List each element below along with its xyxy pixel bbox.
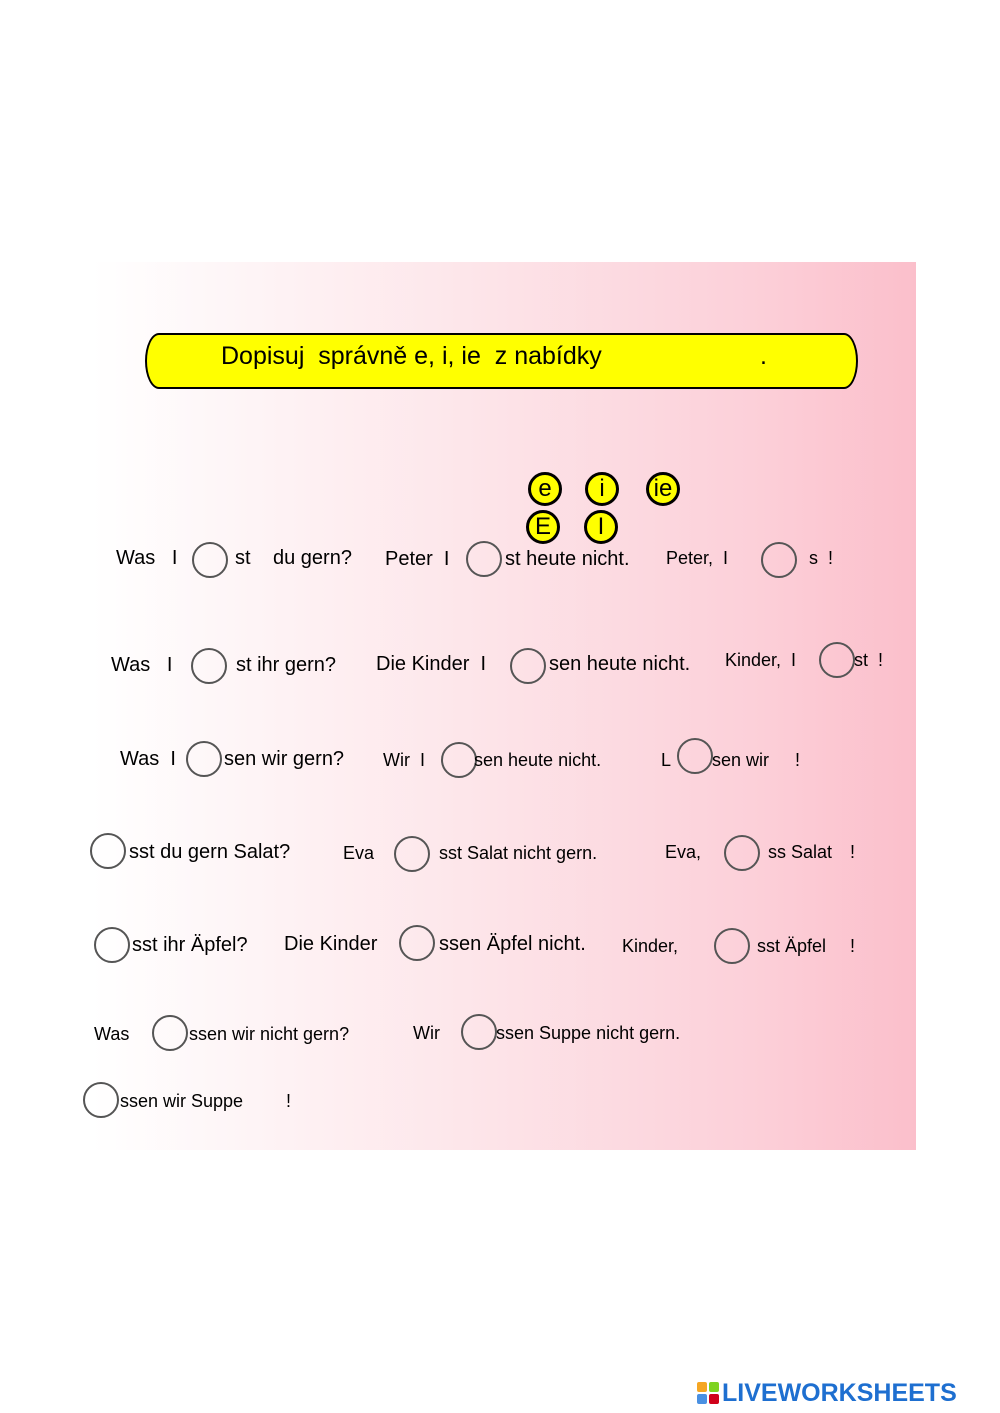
answer-slot[interactable] xyxy=(90,833,126,869)
answer-slot[interactable] xyxy=(714,928,750,964)
row6-text-3: Wir xyxy=(413,1023,440,1043)
answer-slot[interactable] xyxy=(819,642,855,678)
row1-text-4: Peter I xyxy=(385,548,450,570)
row4-text-4: Eva, xyxy=(665,842,702,862)
row7-text-2: ! xyxy=(286,1091,292,1111)
row2-text-3: Die Kinder I xyxy=(376,653,487,675)
answer-slot[interactable] xyxy=(83,1082,119,1118)
row2-text-6: st ! xyxy=(854,650,884,670)
row3-text-7: ! xyxy=(795,750,801,770)
worksheet-panel xyxy=(92,262,916,1150)
liveworksheets-logo xyxy=(697,1378,957,1408)
row2-text-1: Was I xyxy=(111,654,173,676)
row3-text-4: sen heute nicht. xyxy=(474,750,602,770)
row4-text-2: Eva xyxy=(343,843,375,863)
option-i[interactable]: i xyxy=(585,472,619,506)
title-trailing-dot: . xyxy=(760,342,767,370)
row3-text-1: Was I xyxy=(120,748,176,770)
row7-text-1: ssen wir Suppe xyxy=(120,1091,244,1111)
answer-slot[interactable] xyxy=(466,541,502,577)
option-ie[interactable]: ie xyxy=(646,472,680,506)
row3-text-6: sen wir xyxy=(712,750,770,770)
row3-text-5: L xyxy=(661,750,672,770)
answer-slot[interactable] xyxy=(724,835,760,871)
row1-text-1: Was I xyxy=(116,547,178,569)
row4-text-5: ss Salat xyxy=(768,842,833,862)
row3-text-3: Wir I xyxy=(383,750,425,770)
row2-text-5: Kinder, I xyxy=(725,650,797,670)
row5-text-4: Kinder, xyxy=(622,936,679,956)
answer-slot[interactable] xyxy=(192,542,228,578)
answer-slot[interactable] xyxy=(441,742,477,778)
logo-mark-icon xyxy=(697,1382,719,1404)
row5-text-5: sst Äpfel xyxy=(757,936,827,956)
row1-text-3: du gern? xyxy=(273,547,352,569)
row5-text-6: ! xyxy=(850,936,856,956)
row4-text-3: sst Salat nicht gern. xyxy=(439,843,598,863)
answer-slot[interactable] xyxy=(94,927,130,963)
option-e[interactable]: e xyxy=(528,472,562,506)
answer-slot[interactable] xyxy=(152,1015,188,1051)
logo-text: LIVEWORKSHEETS xyxy=(722,1378,957,1407)
row5-text-1: sst ihr Äpfel? xyxy=(132,934,248,956)
instruction-title: Dopisuj správně e, i, ie z nabídky xyxy=(221,342,602,370)
row5-text-2: Die Kinder xyxy=(284,933,378,955)
option-E[interactable]: E xyxy=(526,510,560,544)
row3-text-2: sen wir gern? xyxy=(224,748,345,770)
row6-text-2: ssen wir nicht gern? xyxy=(189,1024,350,1044)
row4-text-6: ! xyxy=(850,842,856,862)
row4-text-1: sst du gern Salat? xyxy=(129,841,291,863)
answer-slot[interactable] xyxy=(399,925,435,961)
row6-text-1: Was xyxy=(94,1024,130,1044)
row1-text-5: st heute nicht. xyxy=(505,548,630,570)
row2-text-2: st ihr gern? xyxy=(236,654,337,676)
answer-slot[interactable] xyxy=(186,741,222,777)
row2-text-4: sen heute nicht. xyxy=(549,653,691,675)
answer-slot[interactable] xyxy=(461,1014,497,1050)
answer-slot[interactable] xyxy=(191,648,227,684)
option-I[interactable]: I xyxy=(584,510,618,544)
row1-text-7: s ! xyxy=(809,548,834,568)
answer-slot[interactable] xyxy=(677,738,713,774)
answer-slot[interactable] xyxy=(510,648,546,684)
row6-text-4: ssen Suppe nicht gern. xyxy=(496,1023,681,1043)
answer-slot[interactable] xyxy=(394,836,430,872)
row5-text-3: ssen Äpfel nicht. xyxy=(439,933,586,955)
answer-slot[interactable] xyxy=(761,542,797,578)
row1-text-2: st xyxy=(235,547,251,569)
row1-text-6: Peter, I xyxy=(666,548,729,568)
